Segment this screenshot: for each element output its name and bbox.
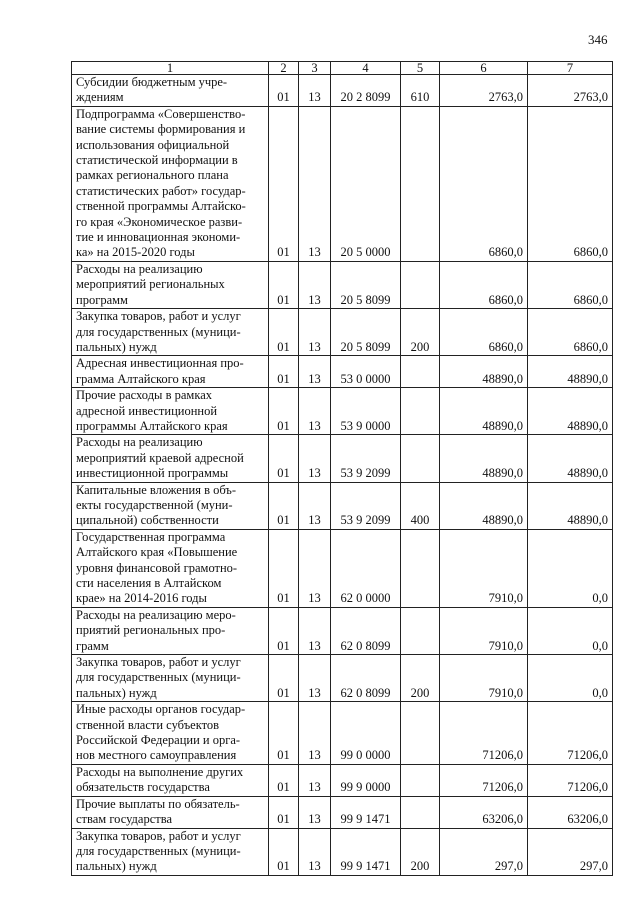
section-code-cell: 01	[269, 106, 299, 261]
expense-type-cell: 200	[401, 309, 440, 356]
column-header: 7	[528, 62, 613, 75]
section-code-cell: 01	[269, 764, 299, 796]
table-row	[72, 435, 613, 482]
expense-type-cell: 400	[401, 482, 440, 529]
target-article-cell: 62 0 8099	[331, 655, 401, 702]
amount-col7-cell: 48890,0	[528, 435, 613, 482]
column-header: 2	[269, 62, 299, 75]
target-article-cell: 62 0 8099	[331, 607, 401, 654]
amount-col6-cell: 7910,0	[440, 529, 528, 607]
table-row	[72, 764, 613, 796]
amount-col6-cell: 6860,0	[440, 309, 528, 356]
row-name-cell: Закупка товаров, работ и услуг для государственных (муници- пальных) нужд	[72, 309, 269, 356]
table-row	[72, 607, 613, 654]
row-name-cell: Расходы на реализацию меро- приятий региональных про- грамм	[72, 607, 269, 654]
section-code-cell: 01	[269, 828, 299, 875]
amount-col7-cell: 2763,0	[528, 75, 613, 107]
row-name-cell: Закупка товаров, работ и услуг для государственных (муници- пальных) нужд	[72, 655, 269, 702]
target-article-cell: 99 9 0000	[331, 764, 401, 796]
column-header: 1	[72, 62, 269, 75]
amount-col7-cell: 6860,0	[528, 261, 613, 308]
amount-col6-cell: 2763,0	[440, 75, 528, 107]
table-row	[72, 655, 613, 702]
amount-col7-cell: 0,0	[528, 655, 613, 702]
subsection-code-cell: 13	[299, 388, 331, 435]
table-row	[72, 309, 613, 356]
expense-type-cell	[401, 702, 440, 765]
expense-type-cell	[401, 356, 440, 388]
table-header-row	[72, 62, 613, 75]
amount-col7-cell: 6860,0	[528, 309, 613, 356]
target-article-cell: 99 0 0000	[331, 702, 401, 765]
column-header: 6	[440, 62, 528, 75]
row-name-cell: Прочие расходы в рамках адресной инвестиционной программы Алтайского края	[72, 388, 269, 435]
subsection-code-cell: 13	[299, 796, 331, 828]
row-name-cell: Государственная программа Алтайского края «Повышение уровня финансовой грамотно- сти населения в Алтайском крае» на 2014-2016 годы	[72, 529, 269, 607]
amount-col6-cell: 7910,0	[440, 655, 528, 702]
expense-type-cell: 610	[401, 75, 440, 107]
target-article-cell: 53 9 0000	[331, 388, 401, 435]
target-article-cell: 20 5 0000	[331, 106, 401, 261]
table-row	[72, 106, 613, 261]
amount-col7-cell: 48890,0	[528, 388, 613, 435]
table-row	[72, 702, 613, 765]
section-code-cell: 01	[269, 435, 299, 482]
amount-col7-cell: 0,0	[528, 529, 613, 607]
amount-col7-cell: 63206,0	[528, 796, 613, 828]
target-article-cell: 20 5 8099	[331, 261, 401, 308]
section-code-cell: 01	[269, 482, 299, 529]
amount-col7-cell: 48890,0	[528, 482, 613, 529]
section-code-cell: 01	[269, 261, 299, 308]
subsection-code-cell: 13	[299, 309, 331, 356]
expense-type-cell: 200	[401, 828, 440, 875]
subsection-code-cell: 13	[299, 702, 331, 765]
subsection-code-cell: 13	[299, 106, 331, 261]
amount-col6-cell: 71206,0	[440, 764, 528, 796]
amount-col6-cell: 48890,0	[440, 388, 528, 435]
row-name-cell: Расходы на реализацию мероприятий региональных программ	[72, 261, 269, 308]
target-article-cell: 53 0 0000	[331, 356, 401, 388]
expense-type-cell	[401, 261, 440, 308]
subsection-code-cell: 13	[299, 482, 331, 529]
expense-type-cell	[401, 435, 440, 482]
expense-type-cell	[401, 796, 440, 828]
amount-col7-cell: 48890,0	[528, 356, 613, 388]
row-name-cell: Иные расходы органов государ- ственной власти субъектов Российской Федерации и орга- нов местного самоуправления	[72, 702, 269, 765]
section-code-cell: 01	[269, 529, 299, 607]
expense-type-cell	[401, 106, 440, 261]
section-code-cell: 01	[269, 309, 299, 356]
target-article-cell: 20 5 8099	[331, 309, 401, 356]
expense-type-cell	[401, 529, 440, 607]
table-row	[72, 261, 613, 308]
budget-table	[71, 61, 613, 876]
target-article-cell: 99 9 1471	[331, 828, 401, 875]
column-header: 4	[331, 62, 401, 75]
section-code-cell: 01	[269, 702, 299, 765]
subsection-code-cell: 13	[299, 828, 331, 875]
amount-col7-cell: 6860,0	[528, 106, 613, 261]
table-row	[72, 75, 613, 107]
table-row	[72, 796, 613, 828]
amount-col7-cell: 71206,0	[528, 702, 613, 765]
subsection-code-cell: 13	[299, 529, 331, 607]
amount-col6-cell: 48890,0	[440, 482, 528, 529]
row-name-cell: Закупка товаров, работ и услуг для государственных (муници- пальных) нужд	[72, 828, 269, 875]
target-article-cell: 53 9 2099	[331, 435, 401, 482]
row-name-cell: Прочие выплаты по обязатель- ствам государства	[72, 796, 269, 828]
subsection-code-cell: 13	[299, 607, 331, 654]
amount-col7-cell: 0,0	[528, 607, 613, 654]
amount-col6-cell: 63206,0	[440, 796, 528, 828]
subsection-code-cell: 13	[299, 75, 331, 107]
row-name-cell: Адресная инвестиционная про- грамма Алтайского края	[72, 356, 269, 388]
expense-type-cell: 200	[401, 655, 440, 702]
amount-col6-cell: 48890,0	[440, 356, 528, 388]
section-code-cell: 01	[269, 796, 299, 828]
section-code-cell: 01	[269, 388, 299, 435]
target-article-cell: 53 9 2099	[331, 482, 401, 529]
row-name-cell: Капитальные вложения в объ- екты государственной (муни- ципальной) собственности	[72, 482, 269, 529]
table-row	[72, 356, 613, 388]
row-name-cell: Расходы на реализацию мероприятий краевой адресной инвестиционной программы	[72, 435, 269, 482]
section-code-cell: 01	[269, 356, 299, 388]
table-row	[72, 828, 613, 875]
subsection-code-cell: 13	[299, 655, 331, 702]
row-name-cell: Субсидии бюджетным учре- ждениям	[72, 75, 269, 107]
column-header: 5	[401, 62, 440, 75]
amount-col6-cell: 48890,0	[440, 435, 528, 482]
column-header: 3	[299, 62, 331, 75]
table-row	[72, 529, 613, 607]
subsection-code-cell: 13	[299, 435, 331, 482]
expense-type-cell	[401, 764, 440, 796]
table-row	[72, 482, 613, 529]
page-number: 346	[588, 32, 608, 47]
subsection-code-cell: 13	[299, 764, 331, 796]
section-code-cell: 01	[269, 655, 299, 702]
expense-type-cell	[401, 388, 440, 435]
section-code-cell: 01	[269, 75, 299, 107]
row-name-cell: Подпрограмма «Совершенство- вание системы формирования и использования официальной статистической информации в рамках регионального плана статистических работ» государ- ственной программы Алтайско- го края «Экономическое разви- тие и инновационная экономи- ка» на 2015-2020 годы	[72, 106, 269, 261]
amount-col6-cell: 71206,0	[440, 702, 528, 765]
row-name-cell: Расходы на выполнение других обязательств государства	[72, 764, 269, 796]
amount-col6-cell: 7910,0	[440, 607, 528, 654]
amount-col7-cell: 297,0	[528, 828, 613, 875]
subsection-code-cell: 13	[299, 356, 331, 388]
subsection-code-cell: 13	[299, 261, 331, 308]
section-code-cell: 01	[269, 607, 299, 654]
target-article-cell: 99 9 1471	[331, 796, 401, 828]
amount-col6-cell: 6860,0	[440, 261, 528, 308]
table-row	[72, 388, 613, 435]
target-article-cell: 20 2 8099	[331, 75, 401, 107]
target-article-cell: 62 0 0000	[331, 529, 401, 607]
amount-col7-cell: 71206,0	[528, 764, 613, 796]
expense-type-cell	[401, 607, 440, 654]
amount-col6-cell: 6860,0	[440, 106, 528, 261]
amount-col6-cell: 297,0	[440, 828, 528, 875]
